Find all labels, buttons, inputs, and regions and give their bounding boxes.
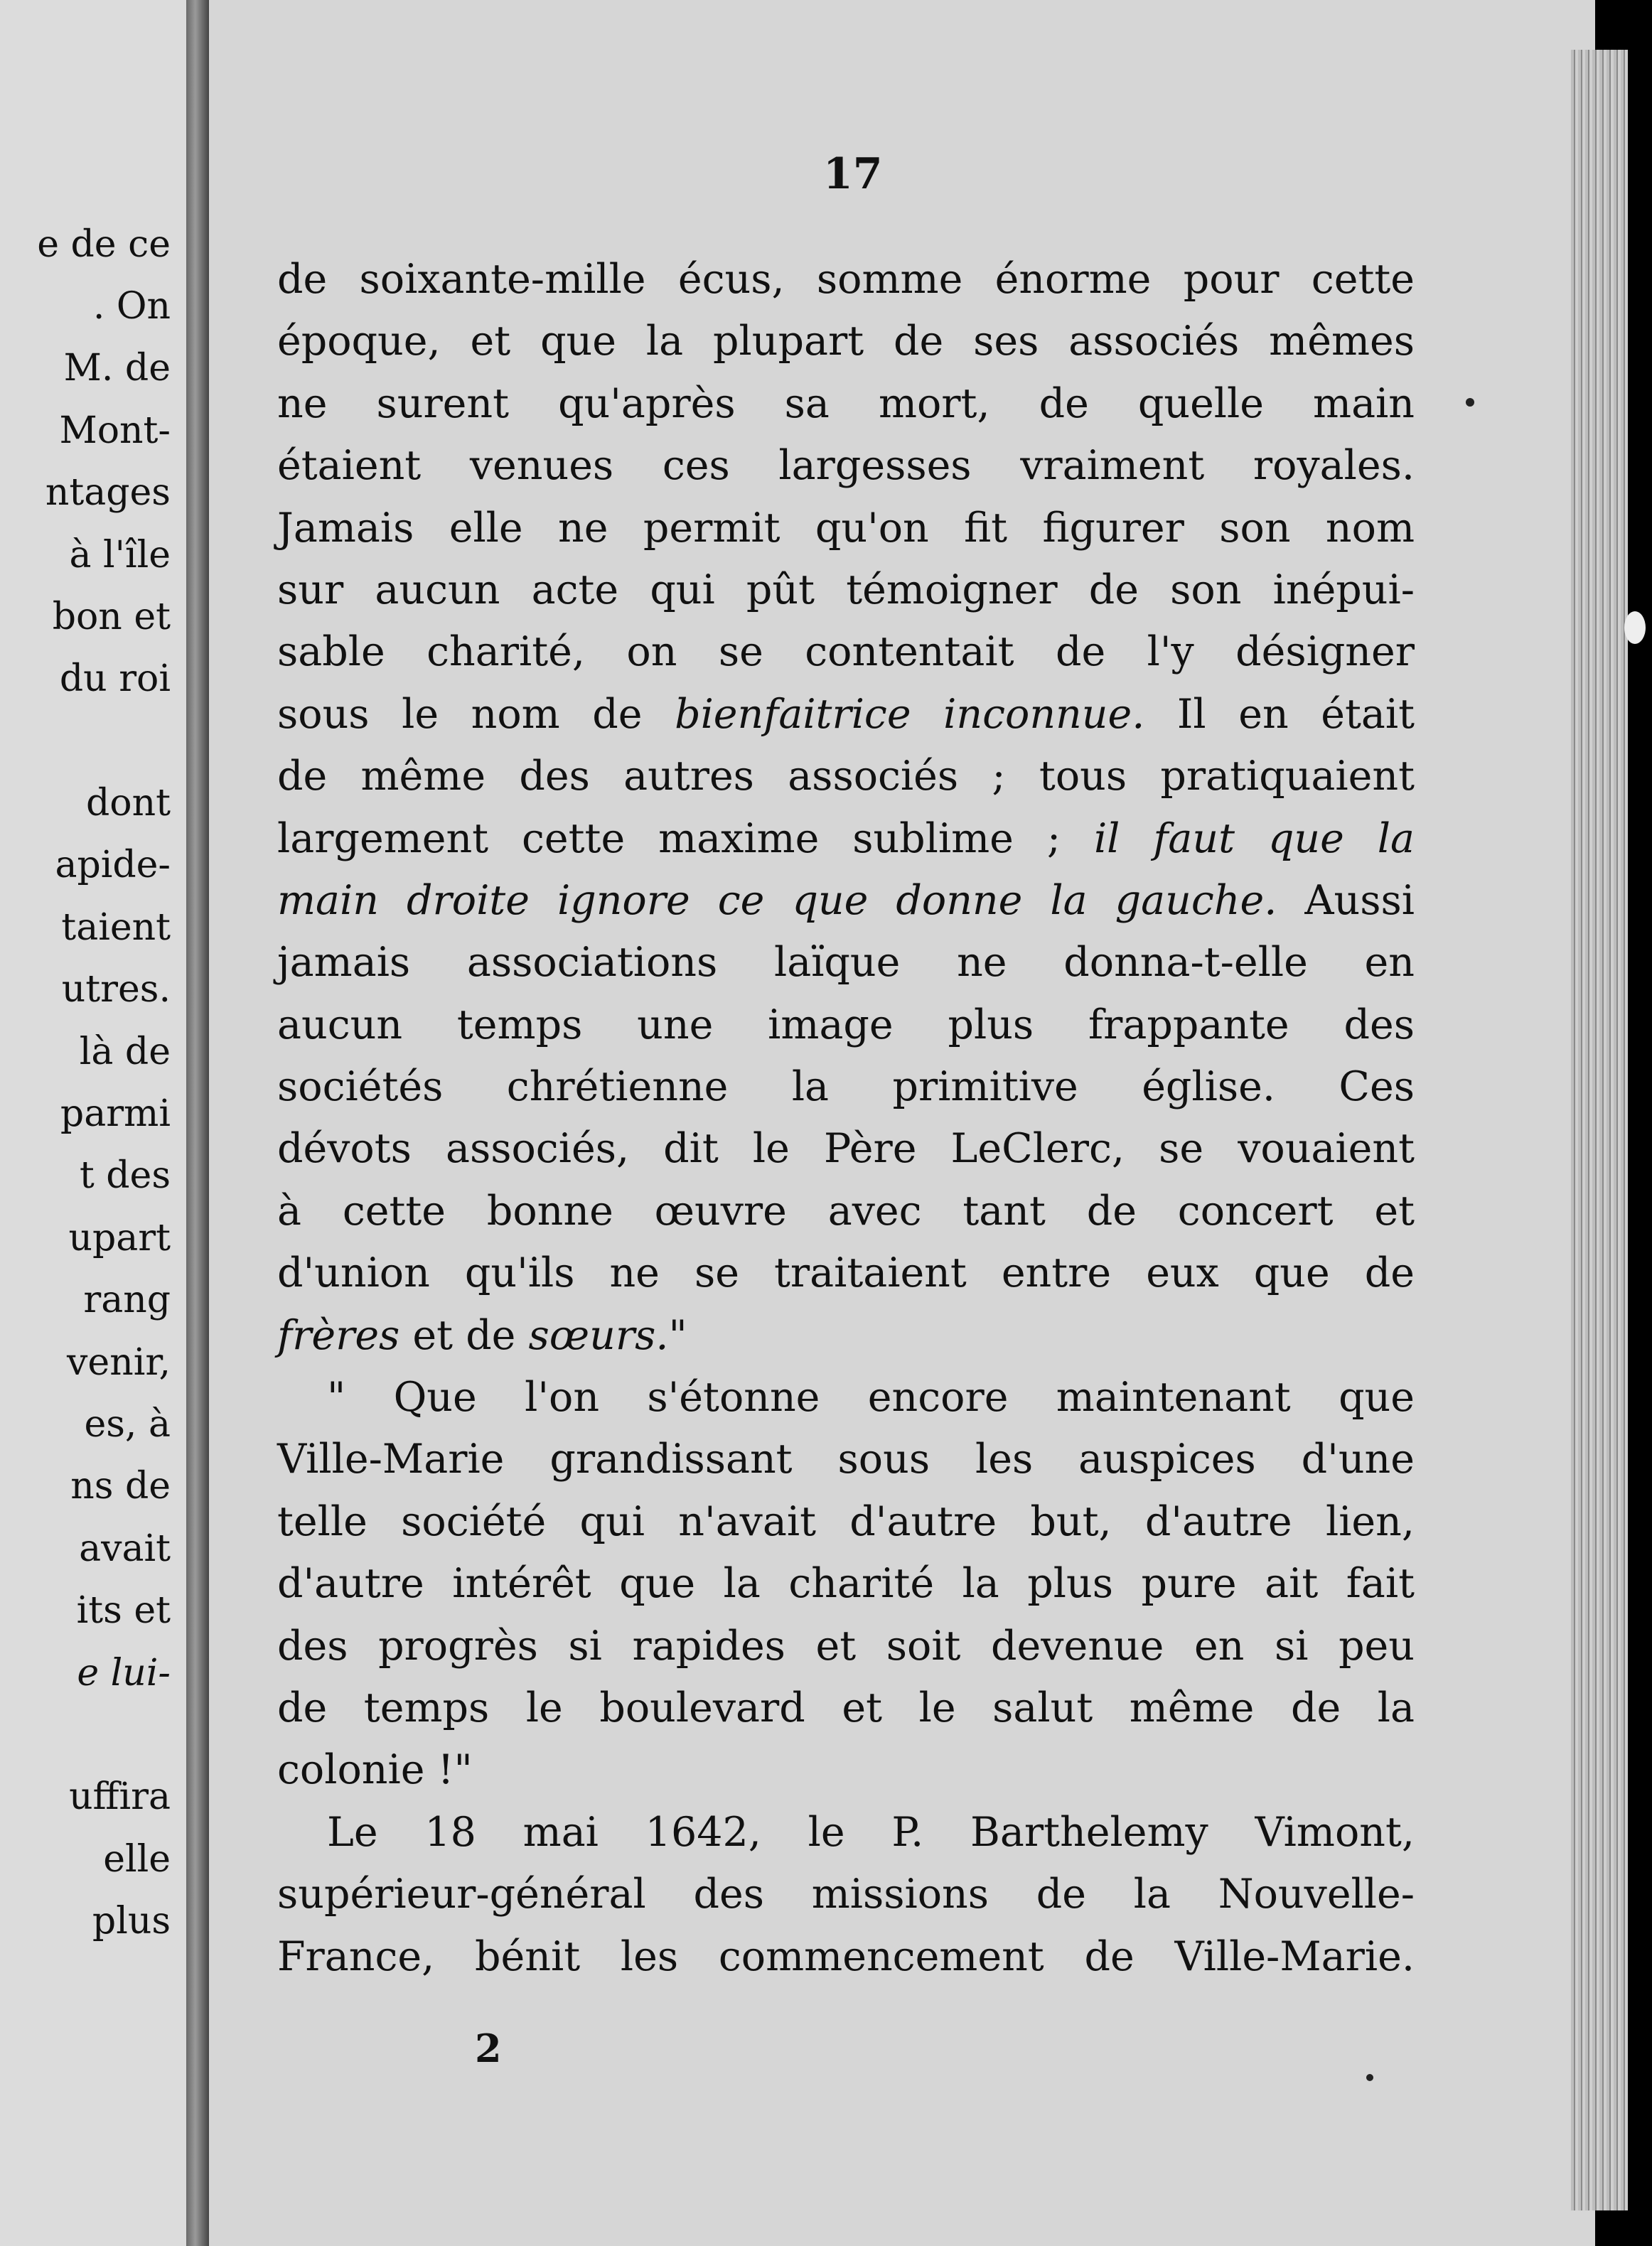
left-page-line: à l'île	[69, 534, 171, 576]
left-page-line: bon et	[52, 596, 171, 638]
text-line: jamais associations laïque ne donna-t-elle en	[277, 939, 1415, 987]
text-line	[277, 684, 1415, 746]
text-line: de temps le boulevard et le salut même de la	[277, 1684, 1415, 1731]
italic-text: sœurs.	[528, 1311, 669, 1359]
text-line: Jamais elle ne permit qu'on fit figurer son nom	[277, 504, 1415, 552]
text-line: sociétés chrétienne la primitive église. Ces	[277, 1063, 1415, 1111]
text-line: ne surent qu'après sa mort, de quelle main	[277, 380, 1415, 427]
left-page-line: utres.	[61, 968, 171, 1011]
text-line: colonie !"	[277, 1746, 473, 1794]
text-line: Le 18 mai 1642, le P. Barthelemy Vimont,	[327, 1808, 1415, 1856]
text-line	[277, 1305, 1415, 1367]
text-run: Aussi	[1277, 876, 1415, 924]
text-line: supérieur-général des missions de la Nouvelle-	[277, 1871, 1415, 1918]
left-page-line: uffira	[69, 1775, 171, 1818]
text-line: d'autre intérêt que la charité la plus pure ait fait	[277, 1560, 1415, 1608]
text-line: sur aucun acte qui pût témoigner de son inépui-	[277, 566, 1415, 613]
text-run: sous le nom de	[277, 690, 675, 738]
left-page-fragment	[0, 0, 186, 2246]
scan-speck	[1366, 2074, 1373, 2081]
left-page-line: là de	[79, 1031, 171, 1073]
text-line: époque, et que la plupart de ses associés mêmes	[277, 318, 1415, 365]
text-line: aucun temps une image plus frappante des	[277, 1001, 1415, 1048]
text-run: "	[668, 1311, 687, 1359]
left-page-line: avait	[79, 1527, 171, 1570]
left-page-line: upart	[68, 1217, 171, 1259]
page-number: 17	[823, 149, 883, 199]
text-line: France, bénit les commencement de Ville-Marie.	[277, 1933, 1415, 1980]
scan-speck	[1624, 611, 1646, 644]
scan-speck	[1466, 398, 1474, 407]
italic-text: bienfaitrice inconnue.	[675, 690, 1145, 738]
text-line: sable charité, on se contentait de l'y désigner	[277, 628, 1415, 676]
text-run: et de	[399, 1311, 529, 1359]
left-page-line: parmi	[60, 1092, 171, 1135]
body-text	[277, 249, 1415, 1988]
text-line: dévots associés, dit le Père LeClerc, se vouaient	[277, 1125, 1415, 1173]
text-run: Il en était	[1144, 690, 1415, 738]
text-line: " Que l'on s'étonne encore maintenant que	[327, 1374, 1415, 1422]
text-line	[277, 870, 1415, 932]
left-page-line: du roi	[59, 657, 171, 700]
left-page-line: t des	[79, 1154, 171, 1197]
text-line: à cette bonne œuvre avec tant de concert et	[277, 1187, 1415, 1235]
left-page-line: dont	[86, 782, 171, 824]
text-line: Ville-Marie grandissant sous les auspices d'une	[277, 1436, 1415, 1483]
left-page-line: Mont-	[59, 409, 171, 452]
left-page-line: . On	[92, 285, 171, 328]
signature-mark: 2	[475, 2026, 502, 2071]
text-run: largement cette maxime sublime ;	[277, 815, 1094, 862]
left-page-line: ns de	[70, 1465, 171, 1508]
left-page-line: M. de	[63, 347, 171, 389]
left-page-line: e lui-	[77, 1652, 171, 1694]
text-line	[277, 808, 1415, 870]
left-page-line: e de ce	[37, 223, 171, 266]
italic-text: il faut que la	[1093, 815, 1415, 862]
italic-text: main droite ignore ce que donne la gauche.	[277, 876, 1277, 924]
text-line: de soixante-mille écus, somme énorme pour cette	[277, 256, 1415, 303]
left-page-line: taient	[61, 906, 171, 949]
left-page-line: rang	[83, 1279, 171, 1321]
left-page-line: plus	[92, 1900, 171, 1943]
left-page-line: elle	[103, 1838, 171, 1881]
text-line: de même des autres associés ; tous pratiquaient	[277, 753, 1415, 800]
page-edges	[1571, 50, 1628, 2210]
text-line: d'union qu'ils ne se traitaient entre eux que de	[277, 1250, 1415, 1297]
book-gutter	[186, 0, 209, 2246]
left-page-line: its et	[76, 1589, 171, 1632]
italic-text: frères	[277, 1311, 400, 1359]
left-page-line: ntages	[45, 471, 171, 514]
text-line: des progrès si rapides et soit devenue en si peu	[277, 1622, 1415, 1670]
left-page-line: apide-	[55, 844, 171, 886]
left-page-line: venir,	[67, 1341, 171, 1384]
text-line: étaient venues ces largesses vraiment royales.	[277, 442, 1415, 490]
left-page-line: es, à	[84, 1403, 171, 1446]
text-line: telle société qui n'avait d'autre but, d'autre lien,	[277, 1498, 1415, 1545]
